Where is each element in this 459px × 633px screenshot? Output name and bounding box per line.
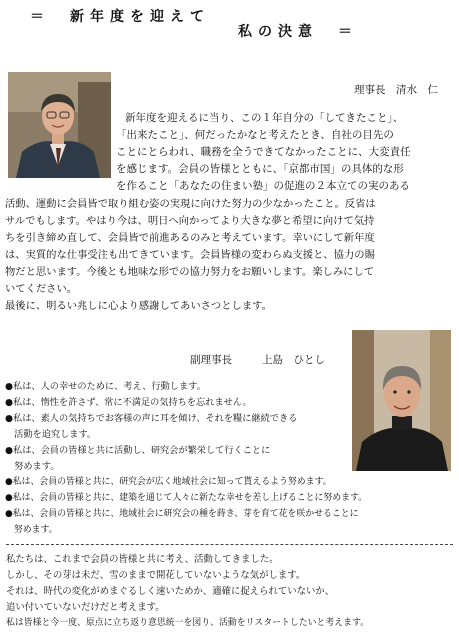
vice-chairman-name: 上島 ひとし <box>262 354 325 366</box>
chairman-line: を感じます。会員の皆様とともに、「京都市国」の具体的な形 <box>116 163 404 175</box>
chairman-photo <box>8 72 111 178</box>
vice-bullet-item: ●私は、会員の皆様と共に、地域社会に研究会の種を蒔き、芽を育て花を咲かせることに <box>5 509 359 519</box>
chairman-line: は、実質的な仕事受注も出てきています。会員皆様の変わらぬ支援と、協力の賜 <box>5 249 375 261</box>
closing-line: 私たちは、これまで会員の皆様と共に考え、活動してきました。 <box>6 554 279 565</box>
vice-bullet-item: ●私は、人の幸せのために、考え、行動します。 <box>5 381 206 392</box>
chairman-line: 「出来たこと」、何だったかなと考えたとき、自社の目先の <box>116 129 394 141</box>
vice-bullet-item: ●私は、素人の気持ちでお客様の声に耳を傾け、それを糧に継続できる <box>5 413 298 424</box>
chairman-line: ことにとらわれ、職務を全うできてなかったことに、大変責任 <box>116 146 411 158</box>
vice-bullet-item: ●私は、会員の皆様と共に、建築を通じて人々に新たな幸せを差し上げることに努めます。 <box>5 493 368 503</box>
closing-line: 追い付いていないだけだと考えます。 <box>6 602 165 613</box>
chairman-line: 物だと思います。今後とも地味な形での協力努力をお願いします。楽しみにして <box>5 266 375 278</box>
vice-bullet-item: 努めます。 <box>5 525 58 535</box>
chairman-line: を作ること「あなたの住まい塾」の促進の２本立ての実のある <box>116 180 410 192</box>
vice-bullet-item: 努めます。 <box>5 461 60 472</box>
chairman-line: 最後に、明るい兆しに心より感謝してあいさつとします。 <box>5 300 272 312</box>
chairman-line: サルでもします。やはり今は、明日へ向かってより大きな夢と希望に向けて気持 <box>5 215 375 227</box>
section-divider <box>6 544 453 545</box>
chairman-line: 活動、運動に会員皆で取り組む姿の実現に向けた努力の少なかったこと。反省は <box>5 198 376 210</box>
vice-bullet-item: 活動を追究します。 <box>5 429 97 440</box>
chairman-line: 新年度を迎えるに当り、この１年自分の「してきたこと」、 <box>125 112 404 124</box>
closing-line: それは、時代の変化がめまぐるしく速いためか、適確に捉えられていないか、 <box>6 586 335 597</box>
closing-line: しかし、その芽は未だ、雪のままで開花していないような気がします。 <box>6 570 306 581</box>
page-title-line2: 私の決意 ＝ <box>238 24 358 40</box>
chairman-name: 理事長 清水 仁 <box>354 84 438 96</box>
chairman-line: ちを引き締め直して、会員皆で前進あるのみと考えています。幸いにして新年度 <box>5 232 375 244</box>
vice-chairman-photo <box>352 330 451 471</box>
chairman-line: いてください。 <box>5 283 78 295</box>
closing-line: 私は皆様と今一度、原点に立ち返り意思統一を図り、活動をリスタートしたいと考えます。 <box>6 618 369 628</box>
page-title-line1: ＝ 新年度を迎えて <box>30 9 210 25</box>
vice-bullet-item: ●私は、惰性を許さず、常に不満足の気持ちを忘れません。 <box>5 397 252 408</box>
vice-bullet-item: ●私は、会員の皆様と共に活動し、研究会が繁栄して行くことに <box>5 445 271 456</box>
vice-bullet-item: ●私は、会員の皆様と共に、研究会が広く地域社会に知って貰えるよう努めます。 <box>5 477 332 487</box>
vice-chairman-title: 副理事長 <box>190 354 232 366</box>
